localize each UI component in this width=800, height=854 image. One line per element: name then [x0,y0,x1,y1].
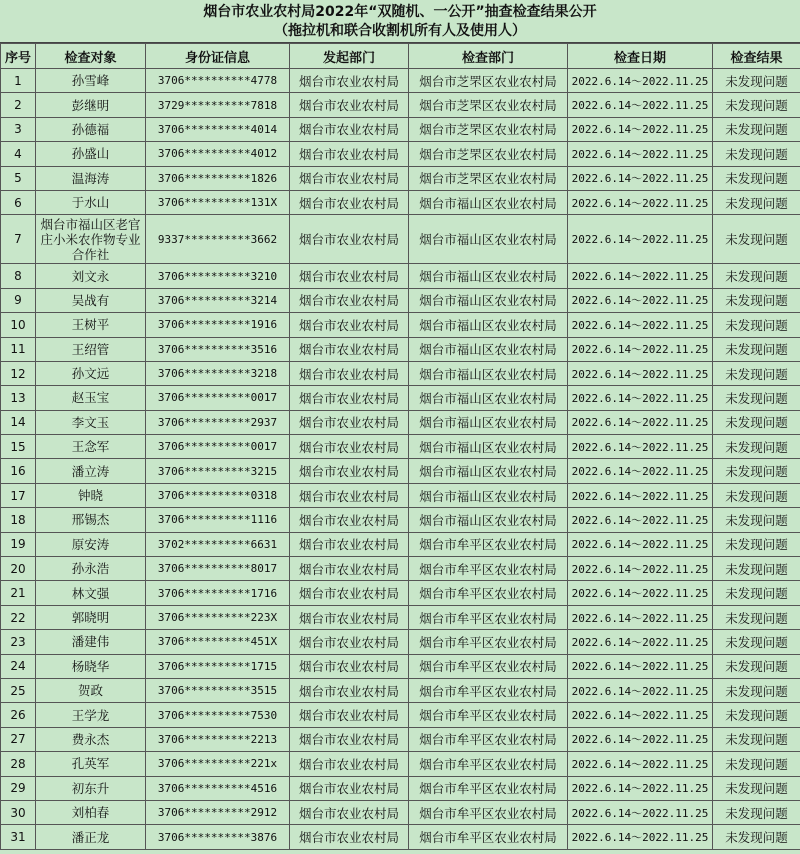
cell-result: 未发现问题 [713,508,800,532]
cell-result: 未发现问题 [713,117,800,141]
cell-no: 21 [1,581,36,605]
header-cell-date: 检查日期 [568,44,713,69]
cell-no: 9 [1,288,36,312]
table-row [1,581,800,605]
cell-date: 2022.6.14～2022.11.25 [568,264,713,288]
table-row [1,313,800,337]
cell-date: 2022.6.14～2022.11.25 [568,459,713,483]
cell-dept: 烟台市牟平区农业农村局 [409,776,568,800]
table-row [1,69,800,93]
cell-id: 3706**********2912 [146,800,290,824]
cell-origin: 烟台市农业农村局 [290,678,409,702]
cell-date: 2022.6.14～2022.11.25 [568,361,713,385]
cell-result: 未发现问题 [713,288,800,312]
cell-result: 未发现问题 [713,557,800,581]
results-table [0,43,800,850]
cell-result: 未发现问题 [713,825,800,849]
cell-no: 16 [1,459,36,483]
cell-no: 13 [1,386,36,410]
table-row [1,727,800,751]
header-cell-subject: 检查对象 [36,44,146,69]
cell-result: 未发现问题 [713,678,800,702]
cell-date: 2022.6.14～2022.11.25 [568,605,713,629]
cell-subject: 孙盛山 [36,142,146,166]
cell-dept: 烟台市福山区农业农村局 [409,508,568,532]
cell-dept: 烟台市福山区农业农村局 [409,361,568,385]
cell-dept: 烟台市福山区农业农村局 [409,386,568,410]
table-row [1,190,800,214]
cell-id: 3706**********3210 [146,264,290,288]
cell-subject: 王念军 [36,435,146,459]
cell-dept: 烟台市牟平区农业农村局 [409,654,568,678]
cell-result: 未发现问题 [713,313,800,337]
header-cell-result: 检查结果 [713,44,800,69]
cell-dept: 烟台市福山区农业农村局 [409,483,568,507]
cell-result: 未发现问题 [713,69,800,93]
cell-subject: 王树平 [36,313,146,337]
cell-date: 2022.6.14～2022.11.25 [568,508,713,532]
cell-subject: 孙雪峰 [36,69,146,93]
cell-no: 14 [1,410,36,434]
cell-dept: 烟台市牟平区农业农村局 [409,557,568,581]
cell-no: 4 [1,142,36,166]
cell-origin: 烟台市农业农村局 [290,264,409,288]
cell-result: 未发现问题 [713,337,800,361]
cell-no: 31 [1,825,36,849]
cell-dept: 烟台市牟平区农业农村局 [409,752,568,776]
cell-id: 3706**********451X [146,630,290,654]
cell-id: 3706**********4012 [146,142,290,166]
cell-dept: 烟台市福山区农业农村局 [409,190,568,214]
cell-id: 3706**********4014 [146,117,290,141]
table-row [1,508,800,532]
header-cell-id: 身份证信息 [146,44,290,69]
title-block [0,0,800,43]
cell-result: 未发现问题 [713,190,800,214]
cell-dept: 烟台市牟平区农业农村局 [409,605,568,629]
cell-origin: 烟台市农业农村局 [290,361,409,385]
table-row [1,483,800,507]
cell-result: 未发现问题 [713,654,800,678]
cell-result: 未发现问题 [713,264,800,288]
table-row [1,215,800,264]
cell-no: 17 [1,483,36,507]
cell-id: 3702**********6631 [146,532,290,556]
cell-no: 12 [1,361,36,385]
cell-no: 23 [1,630,36,654]
cell-subject: 费永杰 [36,727,146,751]
cell-date: 2022.6.14～2022.11.25 [568,752,713,776]
cell-result: 未发现问题 [713,752,800,776]
cell-origin: 烟台市农业农村局 [290,435,409,459]
cell-date: 2022.6.14～2022.11.25 [568,703,713,727]
cell-id: 3706**********1716 [146,581,290,605]
header-cell-origin: 发起部门 [290,44,409,69]
cell-origin: 烟台市农业农村局 [290,752,409,776]
cell-result: 未发现问题 [713,166,800,190]
cell-date: 2022.6.14～2022.11.25 [568,288,713,312]
cell-dept: 烟台市牟平区农业农村局 [409,825,568,849]
cell-no: 1 [1,69,36,93]
cell-id: 3706**********3218 [146,361,290,385]
cell-dept: 烟台市芝罘区农业农村局 [409,117,568,141]
cell-no: 3 [1,117,36,141]
cell-subject: 钟晓 [36,483,146,507]
cell-id: 3706**********7530 [146,703,290,727]
table-row [1,605,800,629]
cell-dept: 烟台市牟平区农业农村局 [409,727,568,751]
cell-id: 3706**********0017 [146,435,290,459]
cell-no: 7 [1,215,36,264]
cell-date: 2022.6.14～2022.11.25 [568,825,713,849]
table-row [1,410,800,434]
cell-no: 27 [1,727,36,751]
table-row [1,800,800,824]
cell-result: 未发现问题 [713,800,800,824]
table-row [1,435,800,459]
cell-id: 3706**********2937 [146,410,290,434]
cell-origin: 烟台市农业农村局 [290,654,409,678]
cell-origin: 烟台市农业农村局 [290,557,409,581]
cell-origin: 烟台市农业农村局 [290,825,409,849]
cell-date: 2022.6.14～2022.11.25 [568,483,713,507]
cell-no: 19 [1,532,36,556]
table-row [1,386,800,410]
cell-dept: 烟台市牟平区农业农村局 [409,532,568,556]
page-subtitle: （拖拉机和联合收割机所有人及使用人） [274,23,526,39]
cell-no: 29 [1,776,36,800]
cell-origin: 烟台市农业农村局 [290,386,409,410]
cell-date: 2022.6.14～2022.11.25 [568,630,713,654]
cell-subject: 初东升 [36,776,146,800]
cell-result: 未发现问题 [713,605,800,629]
cell-origin: 烟台市农业农村局 [290,800,409,824]
cell-dept: 烟台市芝罘区农业农村局 [409,93,568,117]
cell-origin: 烟台市农业农村局 [290,459,409,483]
cell-id: 3706**********1116 [146,508,290,532]
cell-no: 8 [1,264,36,288]
cell-date: 2022.6.14～2022.11.25 [568,166,713,190]
table-row [1,264,800,288]
cell-no: 11 [1,337,36,361]
cell-date: 2022.6.14～2022.11.25 [568,190,713,214]
cell-id: 3706**********1715 [146,654,290,678]
cell-dept: 烟台市福山区农业农村局 [409,264,568,288]
cell-result: 未发现问题 [713,776,800,800]
cell-dept: 烟台市福山区农业农村局 [409,337,568,361]
cell-date: 2022.6.14～2022.11.25 [568,532,713,556]
cell-date: 2022.6.14～2022.11.25 [568,654,713,678]
cell-date: 2022.6.14～2022.11.25 [568,776,713,800]
cell-id: 3706**********221x [146,752,290,776]
cell-id: 3706**********2213 [146,727,290,751]
cell-id: 3706**********131X [146,190,290,214]
cell-dept: 烟台市牟平区农业农村局 [409,581,568,605]
cell-subject: 孙永浩 [36,557,146,581]
cell-result: 未发现问题 [713,142,800,166]
cell-result: 未发现问题 [713,410,800,434]
cell-id: 3706**********3215 [146,459,290,483]
cell-subject: 孙德福 [36,117,146,141]
table-row [1,703,800,727]
page-title: 烟台市农业农村局2022年“双随机、一公开”抽查检查结果公开 [203,4,597,20]
cell-no: 10 [1,313,36,337]
table-body [1,69,800,850]
cell-origin: 烟台市农业农村局 [290,190,409,214]
cell-subject: 潘建伟 [36,630,146,654]
table-row [1,752,800,776]
cell-no: 28 [1,752,36,776]
table-row [1,654,800,678]
table-row [1,825,800,849]
table-row [1,117,800,141]
header-row [1,44,800,69]
cell-date: 2022.6.14～2022.11.25 [568,142,713,166]
cell-no: 22 [1,605,36,629]
cell-id: 3706**********223X [146,605,290,629]
cell-date: 2022.6.14～2022.11.25 [568,69,713,93]
cell-no: 20 [1,557,36,581]
cell-origin: 烟台市农业农村局 [290,776,409,800]
table-row [1,142,800,166]
cell-origin: 烟台市农业农村局 [290,313,409,337]
cell-subject: 贺政 [36,678,146,702]
cell-subject: 刘柏春 [36,800,146,824]
cell-id: 9337**********3662 [146,215,290,264]
cell-dept: 烟台市福山区农业农村局 [409,313,568,337]
header-cell-dept: 检查部门 [409,44,568,69]
cell-id: 3706**********4778 [146,69,290,93]
cell-dept: 烟台市牟平区农业农村局 [409,703,568,727]
table-row [1,166,800,190]
cell-subject: 邢锡杰 [36,508,146,532]
cell-date: 2022.6.14～2022.11.25 [568,337,713,361]
cell-result: 未发现问题 [713,630,800,654]
cell-dept: 烟台市牟平区农业农村局 [409,630,568,654]
cell-date: 2022.6.14～2022.11.25 [568,93,713,117]
cell-origin: 烟台市农业农村局 [290,166,409,190]
cell-origin: 烟台市农业农村局 [290,727,409,751]
cell-subject: 温海涛 [36,166,146,190]
cell-dept: 烟台市牟平区农业农村局 [409,800,568,824]
cell-no: 15 [1,435,36,459]
cell-date: 2022.6.14～2022.11.25 [568,557,713,581]
cell-dept: 烟台市福山区农业农村局 [409,435,568,459]
cell-id: 3706**********3516 [146,337,290,361]
cell-date: 2022.6.14～2022.11.25 [568,386,713,410]
cell-date: 2022.6.14～2022.11.25 [568,581,713,605]
cell-id: 3706**********8017 [146,557,290,581]
cell-result: 未发现问题 [713,386,800,410]
cell-origin: 烟台市农业农村局 [290,630,409,654]
cell-dept: 烟台市福山区农业农村局 [409,410,568,434]
table-row [1,337,800,361]
cell-no: 18 [1,508,36,532]
cell-subject: 烟台市福山区老官庄小米农作物专业合作社 [36,215,146,264]
cell-date: 2022.6.14～2022.11.25 [568,215,713,264]
cell-origin: 烟台市农业农村局 [290,532,409,556]
table-row [1,288,800,312]
table-row [1,93,800,117]
cell-no: 25 [1,678,36,702]
cell-origin: 烟台市农业农村局 [290,508,409,532]
cell-date: 2022.6.14～2022.11.25 [568,727,713,751]
cell-result: 未发现问题 [713,361,800,385]
cell-date: 2022.6.14～2022.11.25 [568,678,713,702]
cell-subject: 刘文永 [36,264,146,288]
cell-id: 3706**********3515 [146,678,290,702]
cell-subject: 王绍管 [36,337,146,361]
cell-origin: 烟台市农业农村局 [290,605,409,629]
cell-date: 2022.6.14～2022.11.25 [568,800,713,824]
cell-result: 未发现问题 [713,703,800,727]
cell-id: 3706**********0017 [146,386,290,410]
cell-id: 3729**********7818 [146,93,290,117]
cell-subject: 潘立涛 [36,459,146,483]
cell-origin: 烟台市农业农村局 [290,142,409,166]
cell-date: 2022.6.14～2022.11.25 [568,435,713,459]
table-row [1,557,800,581]
cell-date: 2022.6.14～2022.11.25 [568,313,713,337]
cell-subject: 于水山 [36,190,146,214]
cell-subject: 彭继明 [36,93,146,117]
cell-result: 未发现问题 [713,93,800,117]
table-row [1,361,800,385]
cell-subject: 赵玉宝 [36,386,146,410]
cell-no: 5 [1,166,36,190]
cell-date: 2022.6.14～2022.11.25 [568,410,713,434]
cell-subject: 潘正龙 [36,825,146,849]
cell-dept: 烟台市福山区农业农村局 [409,215,568,264]
table-row [1,678,800,702]
cell-id: 3706**********0318 [146,483,290,507]
cell-origin: 烟台市农业农村局 [290,93,409,117]
cell-origin: 烟台市农业农村局 [290,117,409,141]
cell-no: 2 [1,93,36,117]
cell-subject: 郭晓明 [36,605,146,629]
cell-subject: 孔英军 [36,752,146,776]
header-cell-no: 序号 [1,44,36,69]
cell-id: 3706**********1916 [146,313,290,337]
cell-origin: 烟台市农业农村局 [290,215,409,264]
cell-subject: 王学龙 [36,703,146,727]
cell-dept: 烟台市牟平区农业农村局 [409,678,568,702]
cell-no: 24 [1,654,36,678]
cell-result: 未发现问题 [713,215,800,264]
cell-dept: 烟台市福山区农业农村局 [409,288,568,312]
cell-subject: 林文强 [36,581,146,605]
cell-id: 3706**********1826 [146,166,290,190]
table-row [1,459,800,483]
cell-origin: 烟台市农业农村局 [290,337,409,361]
cell-result: 未发现问题 [713,435,800,459]
cell-origin: 烟台市农业农村局 [290,703,409,727]
cell-subject: 原安涛 [36,532,146,556]
cell-result: 未发现问题 [713,483,800,507]
cell-id: 3706**********3214 [146,288,290,312]
cell-result: 未发现问题 [713,459,800,483]
cell-dept: 烟台市福山区农业农村局 [409,459,568,483]
cell-result: 未发现问题 [713,532,800,556]
cell-subject: 杨晓华 [36,654,146,678]
cell-id: 3706**********3876 [146,825,290,849]
cell-origin: 烟台市农业农村局 [290,410,409,434]
cell-origin: 烟台市农业农村局 [290,69,409,93]
table-row [1,776,800,800]
cell-dept: 烟台市芝罘区农业农村局 [409,142,568,166]
cell-id: 3706**********4516 [146,776,290,800]
cell-no: 26 [1,703,36,727]
cell-dept: 烟台市芝罘区农业农村局 [409,69,568,93]
cell-subject: 孙文远 [36,361,146,385]
cell-dept: 烟台市芝罘区农业农村局 [409,166,568,190]
cell-no: 6 [1,190,36,214]
cell-subject: 吴战有 [36,288,146,312]
cell-origin: 烟台市农业农村局 [290,581,409,605]
cell-origin: 烟台市农业农村局 [290,483,409,507]
table-row [1,532,800,556]
cell-subject: 李文玉 [36,410,146,434]
cell-date: 2022.6.14～2022.11.25 [568,117,713,141]
cell-origin: 烟台市农业农村局 [290,288,409,312]
table-row [1,630,800,654]
cell-result: 未发现问题 [713,727,800,751]
cell-result: 未发现问题 [713,581,800,605]
cell-no: 30 [1,800,36,824]
